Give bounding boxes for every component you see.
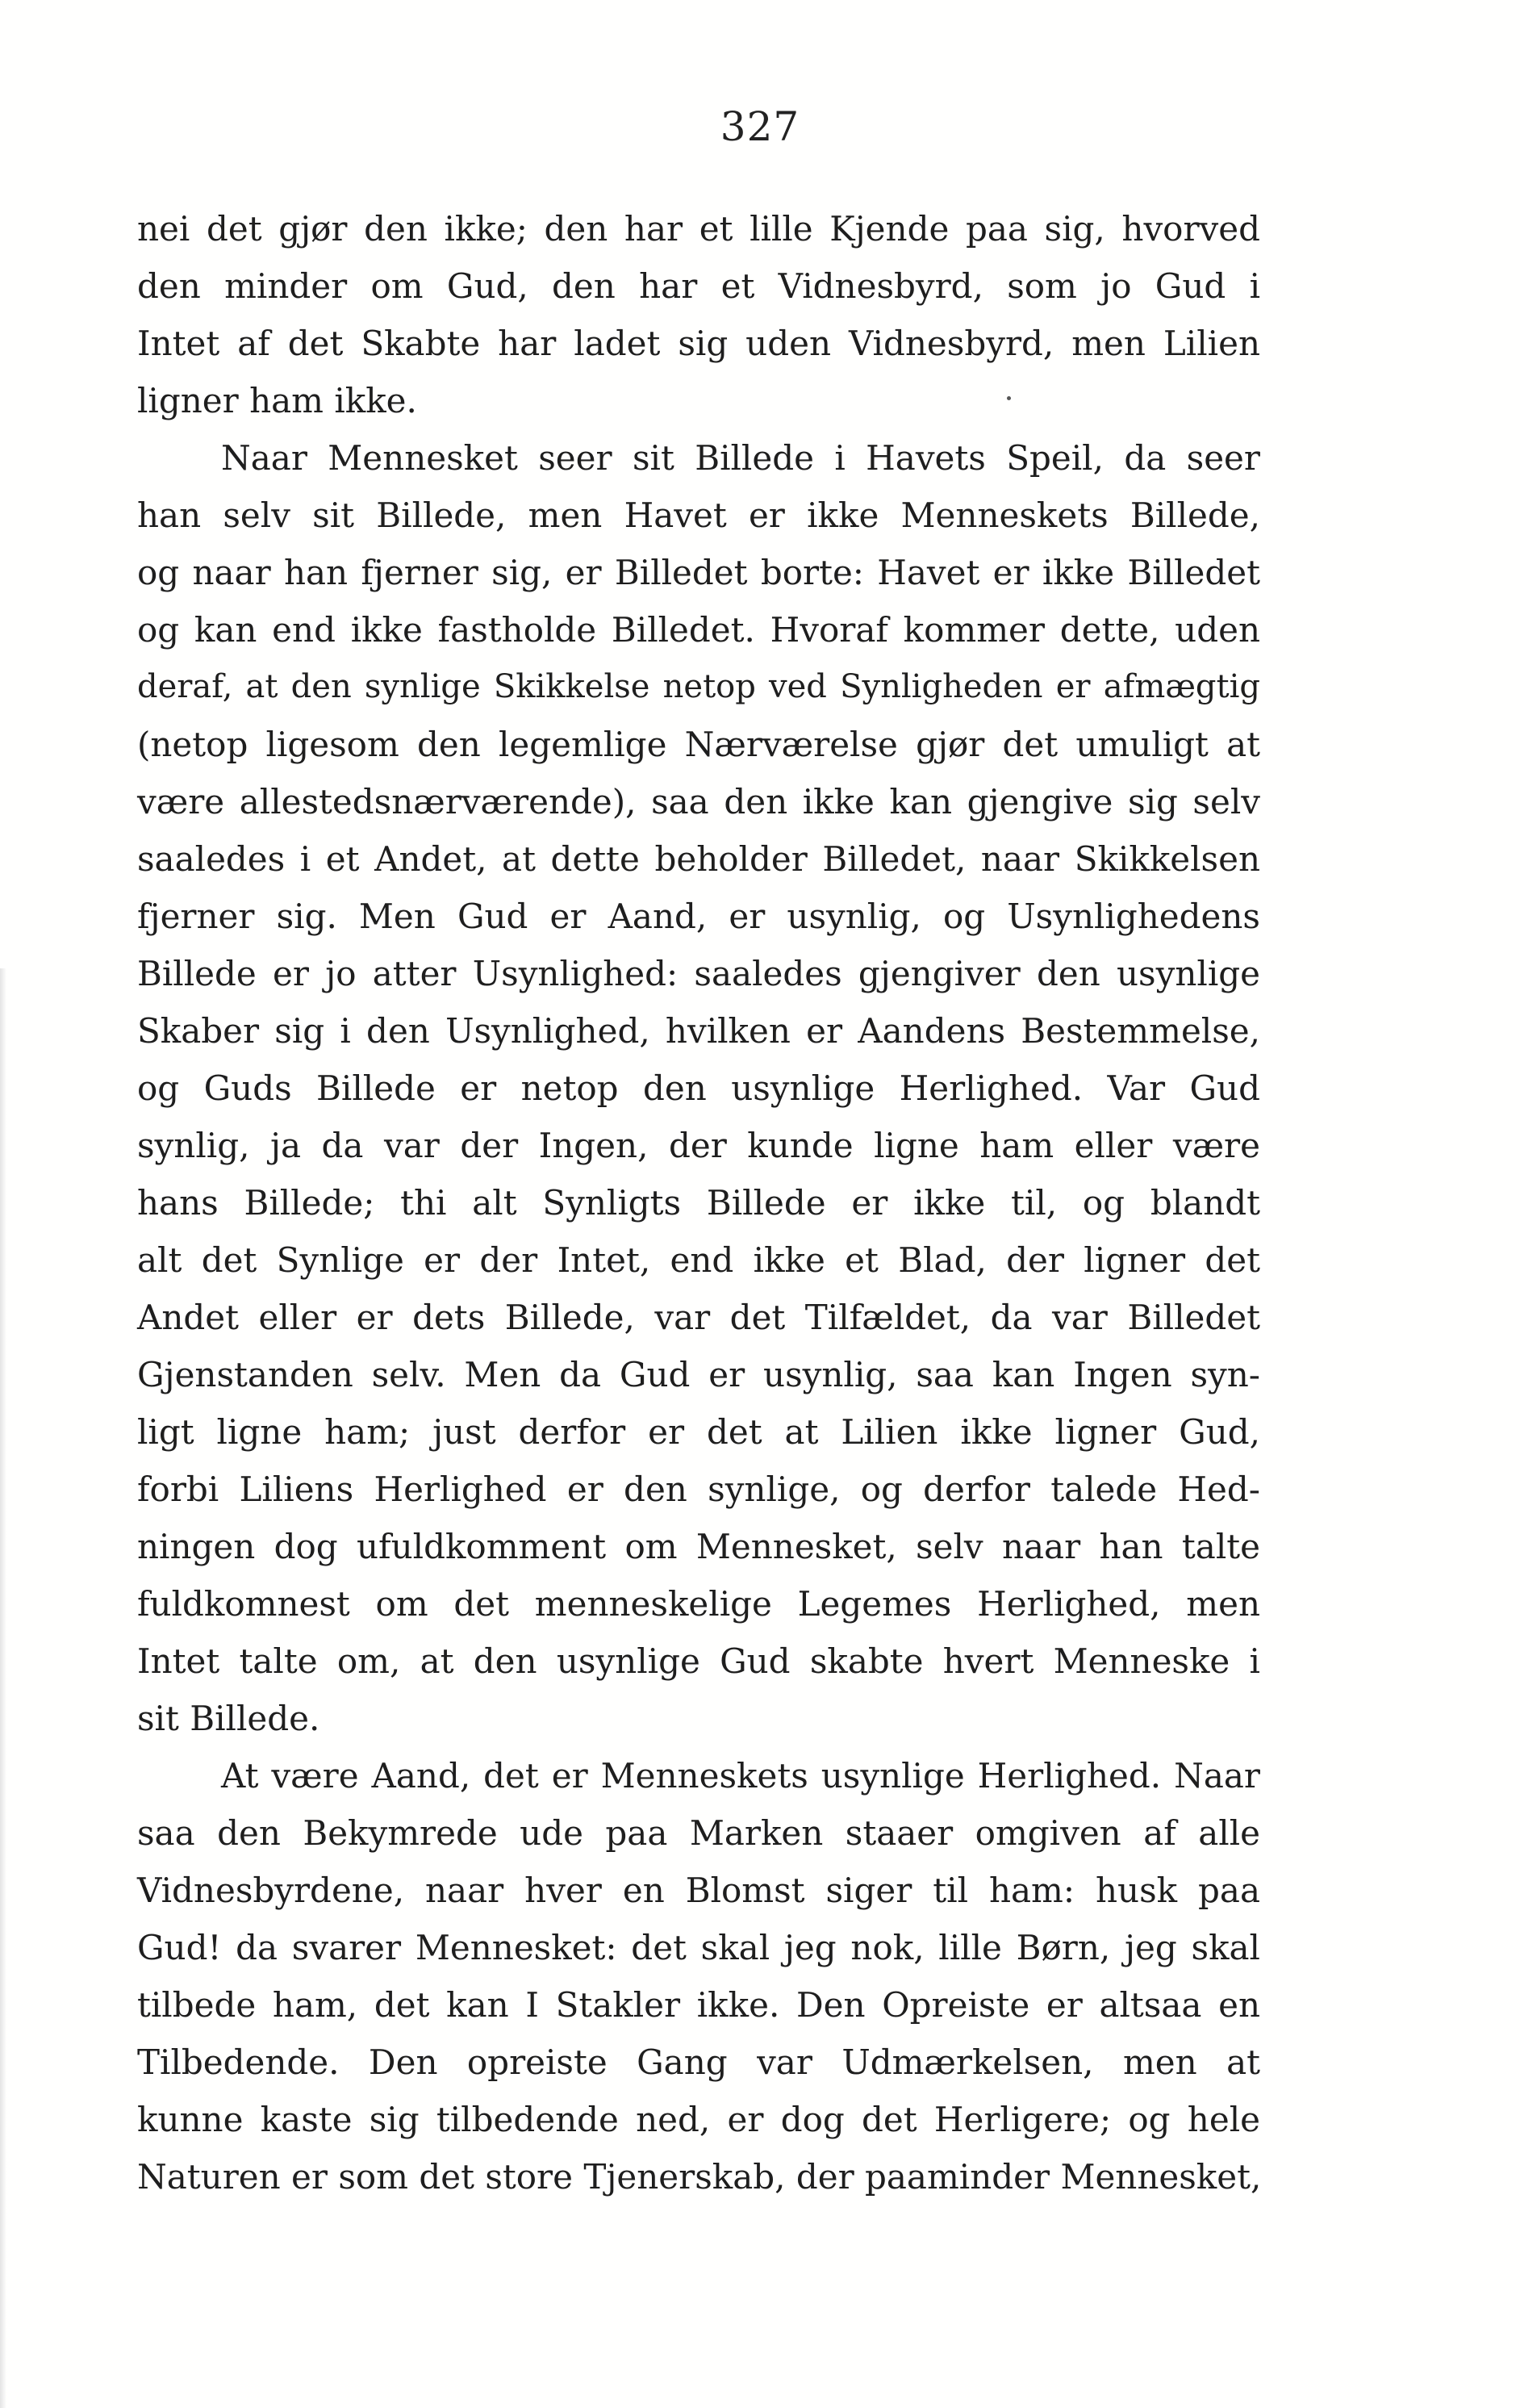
text-line: fjerner sig. Men Gud er Aand, er usynlig, og Usynlighedens <box>137 897 1260 936</box>
text-line: og kan end ikke fastholde Billedet. Hvoraf kommer dette, uden <box>137 610 1260 650</box>
text-line: nei det gjør den ikke; den har et lille Kjende paa sig, hvorved <box>137 209 1260 249</box>
text-line: fuldkomnest om det menneskelige Legemes Herlighed, men <box>137 1584 1260 1624</box>
text-line: kunne kaste sig tilbedende ned, er dog det Herligere; og hele <box>137 2100 1260 2139</box>
text-line: sit Billede. <box>137 1699 320 1738</box>
text-line: synlig, ja da var der Ingen, der kunde ligne ham eller være <box>137 1126 1260 1165</box>
text-line: ligner ham ikke. <box>137 381 417 420</box>
text-line: Tilbedende. Den opreiste Gang var Udmærkelsen, men at <box>137 2042 1260 2082</box>
text-line: Andet eller er dets Billede, var det Tilfældet, da var Billedet <box>137 1298 1260 1337</box>
text-line: deraf, at den synlige Skikkelse netop ved Synligheden er afmægtig <box>137 668 1260 705</box>
text-line: Vidnesbyrdene, naar hver en Blomst siger til ham: husk paa <box>137 1871 1260 1910</box>
text-line: være allestedsnærværende), saa den ikke kan gjengive sig selv <box>137 782 1260 821</box>
body-text <box>137 200 1260 2205</box>
text-line: tilbede ham, det kan I Stakler ikke. Den Opreiste er altsaa en <box>137 1985 1260 2025</box>
text-line: alt det Synlige er der Intet, end ikke et Blad, der ligner det <box>137 1240 1260 1280</box>
text-line: han selv sit Billede, men Havet er ikke Menneskets Billede, <box>137 495 1260 535</box>
text-line: Naar Mennesket seer sit Billede i Havets Speil, da seer <box>221 438 1260 478</box>
page-edge-shadow <box>0 968 6 2408</box>
text-line: forbi Liliens Herlighed er den synlige, og derfor talede Hed- <box>137 1469 1260 1509</box>
text-line: At være Aand, det er Menneskets usynlige Herlighed. Naar <box>221 1756 1260 1796</box>
text-line: Gjenstanden selv. Men da Gud er usynlig, saa kan Ingen syn- <box>137 1355 1260 1394</box>
text-line: Naturen er som det store Tjenerskab, der paaminder Mennesket, <box>137 2157 1262 2197</box>
text-line: Skaber sig i den Usynlighed, hvilken er Aandens Bestemmelse, <box>137 1011 1260 1051</box>
paragraph <box>137 429 1260 1747</box>
text-line: Intet af det Skabte har ladet sig uden Vidnesbyrd, men Lilien <box>137 324 1260 363</box>
text-line: (netop ligesom den legemlige Nærværelse gjør det umuligt at <box>137 725 1260 764</box>
text-line: Gud! da svarer Mennesket: det skal jeg nok, lille Børn, jeg skal <box>137 1928 1260 1967</box>
text-line: saaledes i et Andet, at dette beholder Billedet, naar Skikkelsen <box>137 839 1260 879</box>
text-line: saa den Bekymrede ude paa Marken staaer omgiven af alle <box>137 1813 1260 1853</box>
text-line: hans Billede; thi alt Synligts Billede er ikke til, og blandt <box>137 1183 1260 1223</box>
text-line: Billede er jo atter Usynlighed: saaledes gjengiver den usynlige <box>137 954 1260 993</box>
text-line: ningen dog ufuldkomment om Mennesket, selv naar han talte <box>137 1527 1260 1566</box>
text-line: og Guds Billede er netop den usynlige Herlighed. Var Gud <box>137 1068 1260 1108</box>
paragraph <box>137 1747 1260 2205</box>
text-line: Intet talte om, at den usynlige Gud skabte hvert Menneske i <box>137 1641 1260 1681</box>
page-number: 327 <box>720 103 800 150</box>
text-line: og naar han fjerner sig, er Billedet borte: Havet er ikke Billedet <box>137 553 1260 592</box>
paragraph <box>137 200 1260 429</box>
text-line: ligt ligne ham; just derfor er det at Lilien ikke ligner Gud, <box>137 1412 1260 1452</box>
text-line: den minder om Gud, den har et Vidnesbyrd, som jo Gud i <box>137 266 1260 306</box>
